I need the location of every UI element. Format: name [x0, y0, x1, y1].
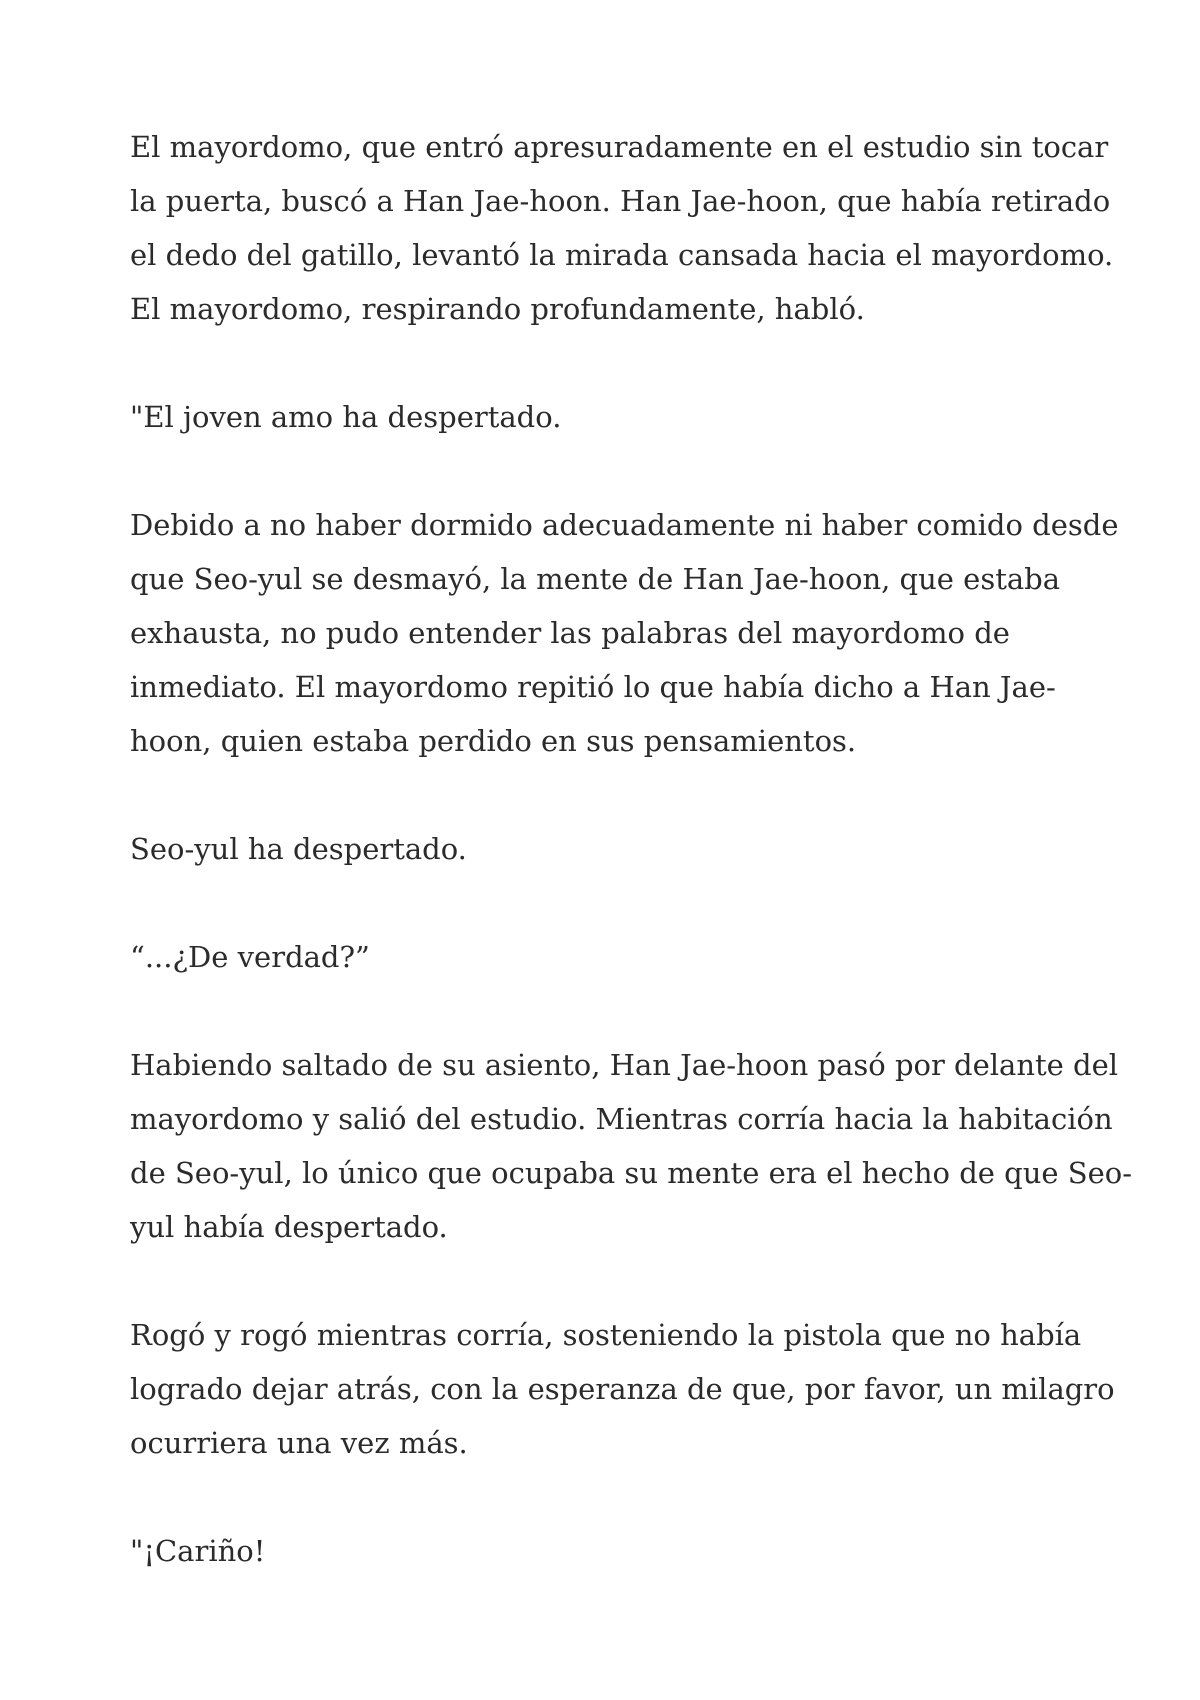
text-line: que Seo-yul se desmayó, la mente de Han Jae-hoon, que estaba — [130, 562, 1061, 596]
paragraph-4 — [130, 822, 1080, 876]
text-line: logrado dejar atrás, con la esperanza de que, por favor, un milagro — [130, 1372, 1115, 1406]
text-line: ocurriera una vez más. — [130, 1426, 468, 1460]
text-line: la puerta, buscó a Han Jae-hoon. Han Jae-hoon, que había retirado — [130, 184, 1111, 218]
paragraph-6 — [130, 1038, 1133, 1254]
text-line: Rogó y rogó mientras corría, sosteniendo la pistola que no había — [130, 1318, 1082, 1352]
paragraph-3 — [130, 498, 1119, 768]
text-line: de Seo-yul, lo único que ocupaba su mente era el hecho de que Seo- — [130, 1156, 1133, 1190]
text-line: "El joven amo ha despertado. — [130, 400, 562, 434]
text-line: mayordomo y salió del estudio. Mientras corría hacia la habitación — [130, 1102, 1113, 1136]
paragraph-5 — [130, 930, 1080, 984]
text-line: inmediato. El mayordomo repitió lo que había dicho a Han Jae- — [130, 670, 1056, 704]
text-line: exhausta, no pudo entender las palabras del mayordomo de — [130, 616, 1010, 650]
paragraph-1 — [130, 120, 1114, 336]
text-line: hoon, quien estaba perdido en sus pensamientos. — [130, 724, 857, 758]
paragraph-7 — [130, 1308, 1115, 1470]
text-line: "¡Cariño! — [130, 1534, 266, 1568]
text-line: el dedo del gatillo, levantó la mirada cansada hacia el mayordomo. — [130, 238, 1114, 272]
paragraph-2 — [130, 390, 1080, 444]
text-line: Debido a no haber dormido adecuadamente ni haber comido desde — [130, 508, 1119, 542]
text-line: yul había despertado. — [130, 1210, 448, 1244]
text-line: “...¿De verdad?” — [130, 940, 370, 974]
text-line: Seo-yul ha despertado. — [130, 832, 467, 866]
text-line: Habiendo saltado de su asiento, Han Jae-hoon pasó por delante del — [130, 1048, 1119, 1082]
paragraph-8 — [130, 1524, 1080, 1578]
text-line: El mayordomo, respirando profundamente, habló. — [130, 292, 865, 326]
text-line: El mayordomo, que entró apresuradamente en el estudio sin tocar — [130, 130, 1109, 164]
